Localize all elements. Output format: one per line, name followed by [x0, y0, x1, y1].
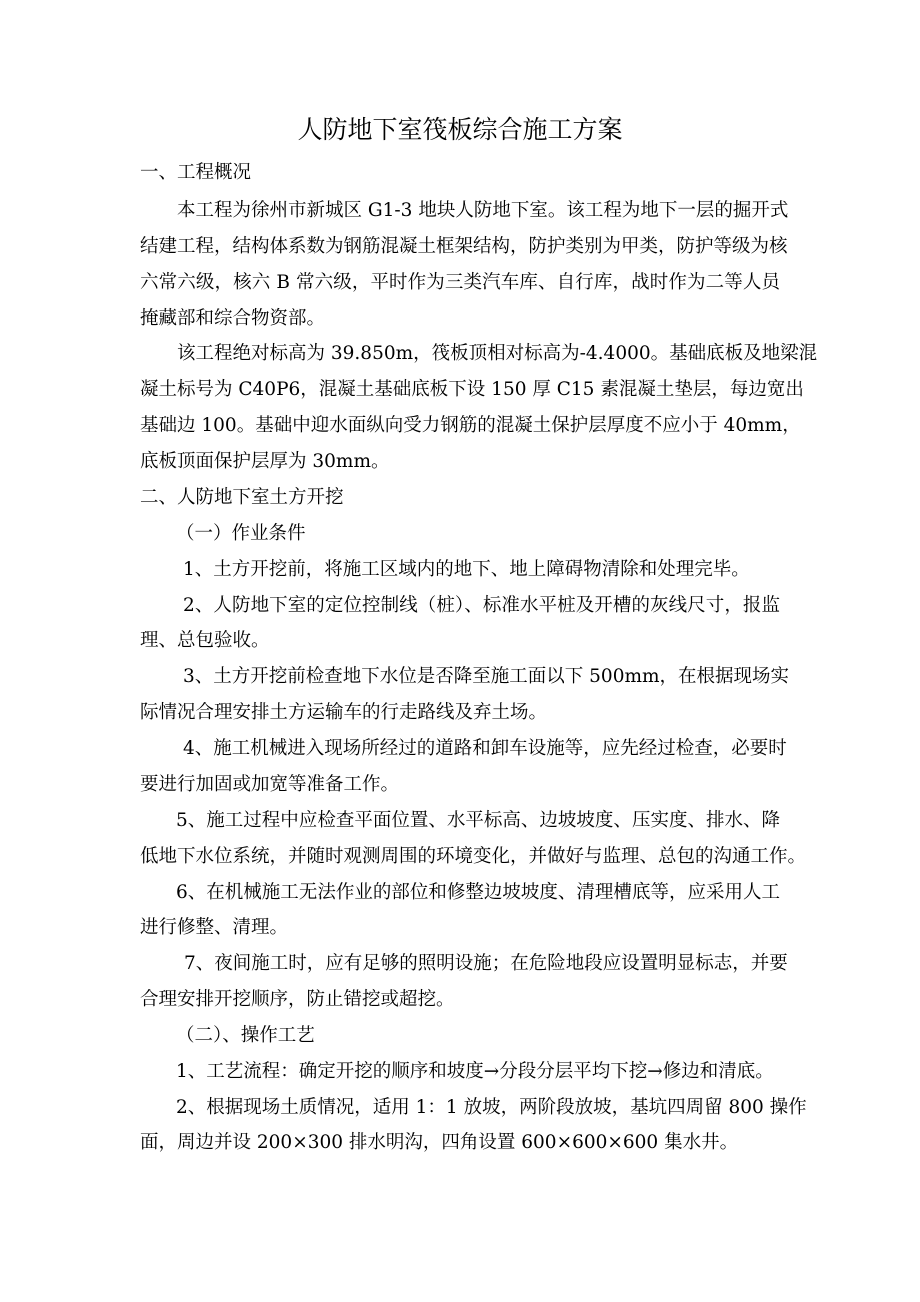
list-item-line: 1、土方开挖前，将施工区域内的地下、地上障碍物清除和处理完毕。	[183, 559, 750, 580]
list-item-line: 际情况合理安排土方运输车的行走路线及弃土场。	[140, 702, 548, 723]
list-item-line: 合理安排开挖顺序，防止错挖或超挖。	[140, 989, 455, 1010]
subsection-heading-operation-process: （二）、操作工艺	[176, 1025, 315, 1046]
list-item-line: 6、在机械施工无法作业的部位和修整边坡坡度、清理槽底等，应采用人工	[176, 882, 780, 903]
document-title: 人防地下室筏板综合施工方案	[297, 115, 623, 144]
list-item-line: 7、夜间施工时，应有足够的照明设施；在危险地段应设置明显标志，并要	[184, 953, 788, 974]
list-item-line: 低地下水位系统，并随时观测周围的环境变化，并做好与监理、总包的沟通工作。	[140, 846, 807, 867]
list-item-line: 面，周边并设 200×300 排水明沟，四角设置 600×600×600 集水井。	[140, 1132, 739, 1153]
list-item-line: 5、施工过程中应检查平面位置、水平标高、边坡坡度、压实度、排水、降	[176, 810, 780, 831]
list-item-line: 要进行加固或加宽等准备工作。	[140, 774, 400, 795]
paragraph-line: 基础边 100。基础中迎水面纵向受力钢筋的混凝土保护层厚度不应小于 40mm，	[140, 415, 801, 436]
paragraph-line: 六常六级，核六 B 常六级，平时作为三类汽车库、自行库，战时作为二等人员	[140, 272, 780, 293]
section-heading-2: 二、人防地下室土方开挖	[140, 487, 344, 508]
list-item-line: 2、根据现场土质情况，适用 1：1 放坡，两阶段放坡，基坑四周留 800 操作	[176, 1097, 807, 1118]
paragraph-line: 凝土标号为 C40P6，混凝土基础底板下设 150 厚 C15 素混凝土垫层，每边宽出	[140, 379, 804, 400]
paragraph-line: 掩藏部和综合物资部。	[140, 308, 326, 329]
paragraph-line: 本工程为徐州市新城区 G1-3 地块人防地下室。该工程为地下一层的掘开式	[177, 200, 789, 221]
section-heading-1: 一、工程概况	[140, 162, 252, 183]
list-item-line: 进行修整、清理。	[140, 917, 289, 938]
paragraph-line: 结建工程，结构体系数为钢筋混凝土框架结构，防护类别为甲类，防护等级为核	[140, 236, 788, 257]
list-item-line: 4、施工机械进入现场所经过的道路和卸车设施等，应先经过检查，必要时	[183, 738, 787, 759]
list-item-line: 理、总包验收。	[140, 630, 270, 651]
paragraph-line: 底板顶面保护层厚为 30mm。	[140, 451, 390, 472]
list-item-line: 3、土方开挖前检查地下水位是否降至施工面以下 500mm，在根据现场实	[183, 666, 790, 687]
list-item-line: 2、人防地下室的定位控制线（桩）、标准水平桩及开槽的灰线尺寸，报监	[183, 595, 780, 616]
list-item-line: 1、工艺流程：确定开挖的顺序和坡度→分段分层平均下挖→修边和清底。	[176, 1061, 774, 1082]
paragraph-line: 该工程绝对标高为 39.850m，筏板顶相对标高为-4.4000。基础底板及地梁混	[177, 343, 818, 364]
subsection-heading-work-conditions: （一）作业条件	[176, 523, 306, 544]
